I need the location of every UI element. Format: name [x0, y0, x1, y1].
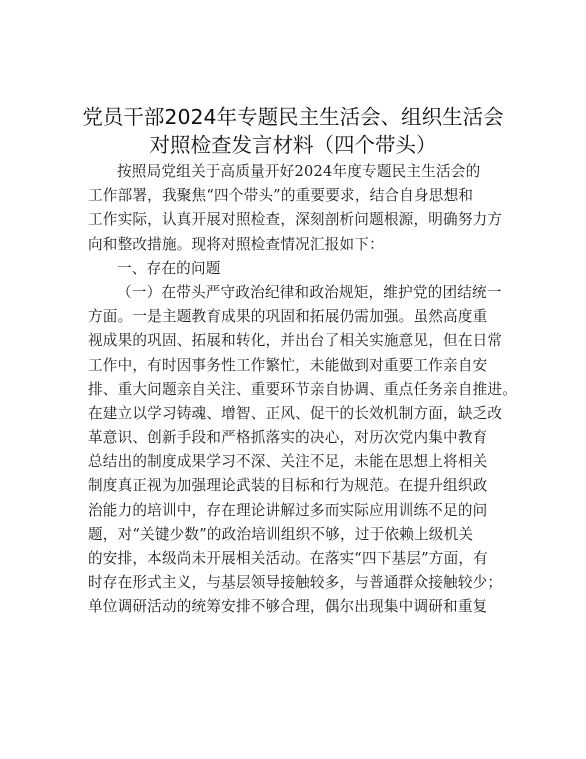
- intro-line: 工作部署，我聚焦“四个带头”的重要要求，结合自身思想和: [88, 187, 474, 205]
- title-line-2: 对照检查发言材料（四个带头）: [149, 133, 437, 157]
- document-body: [88, 160, 518, 620]
- body-line: 题，对“关键少数”的政治培训组织不够，过于依赖上级机关: [88, 525, 474, 543]
- body-line: 在建立以学习铸魂、增智、正风、促干的长效机制方面，缺乏改: [88, 404, 503, 422]
- intro-line: 向和整改措施。现将对照检查情况汇报如下：: [88, 235, 384, 253]
- body-line: 革意识、创新手段和严格抓落实的决心，对历次党内集中教育: [88, 429, 488, 447]
- body-line: 治能力的培训中，存在理论讲解过多而实际应用训练不足的问: [88, 501, 488, 519]
- body-line: 时存在形式主义，与基层领导接触较多，与普通群众接触较少；: [88, 574, 503, 592]
- body-line: 制度真正视为加强理论武装的目标和行为规范。在提升组织政: [88, 477, 488, 495]
- body-line: 工作中，有时因事务性工作繁忙，未能做到对重要工作亲自安: [88, 356, 488, 374]
- document-title: [60, 103, 526, 159]
- body-line: 的安排，本级尚未开展相关活动。在落实“四下基层”方面，有: [88, 550, 488, 567]
- body-line: 排、重大问题亲自关注、重要环节亲自协调、重点任务亲自推进。: [88, 380, 518, 398]
- body-line: 总结出的制度成果学习不深、关注不足，未能在思想上将相关: [88, 453, 488, 471]
- intro-line: 工作实际，认真开展对照检查，深刻剖析问题根源，明确努力方: [88, 211, 503, 229]
- body-line: （一）在带头严守政治纪律和政治规矩，维护党的团结统一: [117, 283, 502, 301]
- intro-line: 按照局党组关于高质量开好2024年度专题民主生活会的: [117, 163, 481, 180]
- section-heading: 一、存在的问题: [117, 259, 221, 277]
- body-line: 视成果的巩固、拓展和转化，并出台了相关实施意见，但在日常: [88, 332, 503, 350]
- title-line-1: 党员干部2024年专题民主生活会、组织生活会: [82, 105, 504, 129]
- body-line: 单位调研活动的统筹安排不够合理，偶尔出现集中调研和重复: [88, 598, 488, 616]
- body-line: 方面。一是主题教育成果的巩固和拓展仍需加强。虽然高度重: [88, 308, 488, 326]
